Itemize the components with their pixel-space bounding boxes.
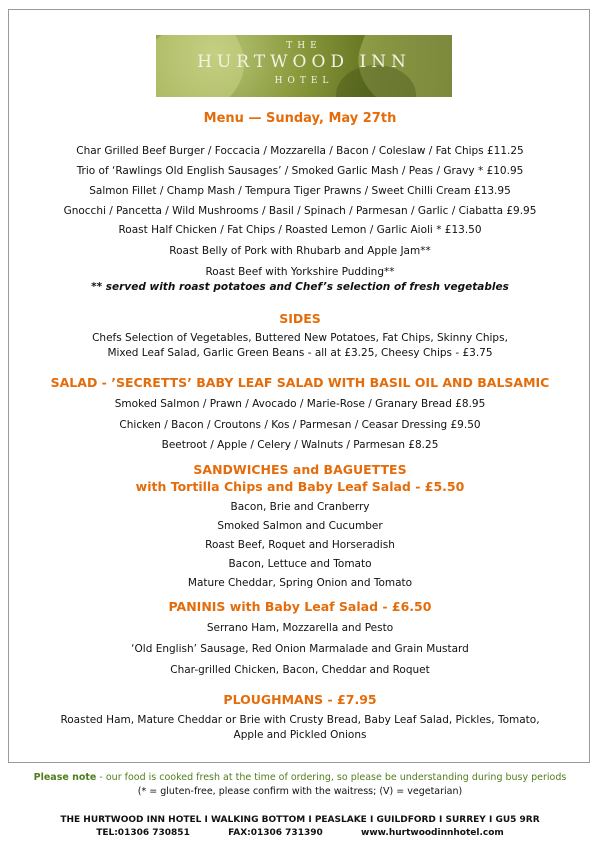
footer-tel: TEL:01306 730851: [96, 828, 190, 838]
salad-item: Chicken / Bacon / Croutons / Kos / Parmesan / Ceasar Dressing £9.50: [119, 419, 481, 431]
please-note-label: Please note: [33, 772, 97, 783]
mains-note: ** served with roast potatoes and Chef’s selection of fresh vegetables: [91, 281, 509, 293]
footer-note: [0, 772, 600, 783]
ploughmans-line: Apple and Pickled Onions: [233, 729, 367, 741]
main-item: Roast Half Chicken / Fat Chips / Roasted Lemon / Garlic Aioli * £13.50: [118, 224, 482, 236]
sandwich-item: Bacon, Brie and Cranberry: [230, 501, 370, 513]
menu-body: [9, 0, 591, 760]
main-item: Gnocchi / Pancetta / Wild Mushrooms / Basil / Spinach / Parmesan / Garlic / Ciabatta £9.95: [63, 205, 537, 217]
please-note-text: - our food is cooked fresh at the time of ordering, so please be understanding during busy periods: [96, 772, 567, 783]
sandwich-item: Bacon, Lettuce and Tomato: [228, 558, 372, 570]
sides-heading: SIDES: [279, 311, 321, 326]
main-item: Salmon Fillet / Champ Mash / Tempura Tiger Prawns / Sweet Chilli Cream £13.95: [89, 185, 511, 197]
logo-the: THE: [286, 41, 322, 51]
logo-hotel: HOTEL: [274, 76, 334, 86]
footer-address: THE HURTWOOD INN HOTEL I WALKING BOTTOM I PEASLAKE I GUILDFORD I SURREY I GU5 9RR: [60, 815, 540, 825]
menu-title: Menu — Sunday, May 27th: [203, 111, 397, 126]
sandwiches-subheading: with Tortilla Chips and Baby Leaf Salad - £5.50: [135, 479, 465, 494]
main-item: Roast Beef with Yorkshire Pudding**: [205, 266, 395, 278]
salad-item: Beetroot / Apple / Celery / Walnuts / Parmesan £8.25: [161, 439, 439, 451]
footer-contacts: [0, 828, 600, 838]
sandwich-item: Mature Cheddar, Spring Onion and Tomato: [187, 577, 413, 589]
main-item: Trio of ‘Rawlings Old English Sausages’ / Smoked Garlic Mash / Peas / Gravy * £10.95: [76, 165, 524, 177]
ploughmans-heading: PLOUGHMANS - £7.95: [223, 692, 377, 707]
panini-item: Serrano Ham, Mozzarella and Pesto: [206, 622, 394, 634]
footer-website-link[interactable]: www.hurtwoodinnhotel.com: [361, 828, 504, 838]
paninis-heading: PANINIS with Baby Leaf Salad - £6.50: [168, 599, 432, 614]
sandwiches-heading: SANDWICHES and BAGUETTES: [193, 462, 407, 477]
ploughmans-line: Roasted Ham, Mature Cheddar or Brie with Crusty Bread, Baby Leaf Salad, Pickles, Tomato,: [60, 714, 540, 726]
footer-fax: FAX:01306 731390: [228, 828, 323, 838]
main-item: Char Grilled Beef Burger / Foccacia / Mozzarella / Bacon / Coleslaw / Fat Chips £11.25: [76, 145, 524, 157]
sandwich-item: Roast Beef, Roquet and Horseradish: [205, 539, 395, 551]
salad-heading: SALAD - ’SECRETTS’ BABY LEAF SALAD WITH BASIL OIL AND BALSAMIC: [50, 375, 550, 390]
panini-item: ‘Old English’ Sausage, Red Onion Marmalade and Grain Mustard: [131, 643, 469, 655]
salad-item: Smoked Salmon / Prawn / Avocado / Marie-Rose / Granary Bread £8.95: [114, 398, 486, 410]
sides-line: Mixed Leaf Salad, Garlic Green Beans - all at £3.25, Cheesy Chips - £3.75: [107, 347, 493, 359]
dietary-key: (* = gluten-free, please confirm with the waitress; (V) = vegetarian): [137, 786, 463, 797]
panini-item: Char-grilled Chicken, Bacon, Cheddar and Roquet: [170, 664, 430, 676]
sides-line: Chefs Selection of Vegetables, Buttered New Potatoes, Fat Chips, Skinny Chips,: [92, 332, 508, 344]
main-item: Roast Belly of Pork with Rhubarb and Apple Jam**: [169, 245, 431, 257]
logo-name: HURTWOOD INN: [197, 52, 411, 72]
sandwich-item: Smoked Salmon and Cucumber: [217, 520, 383, 532]
